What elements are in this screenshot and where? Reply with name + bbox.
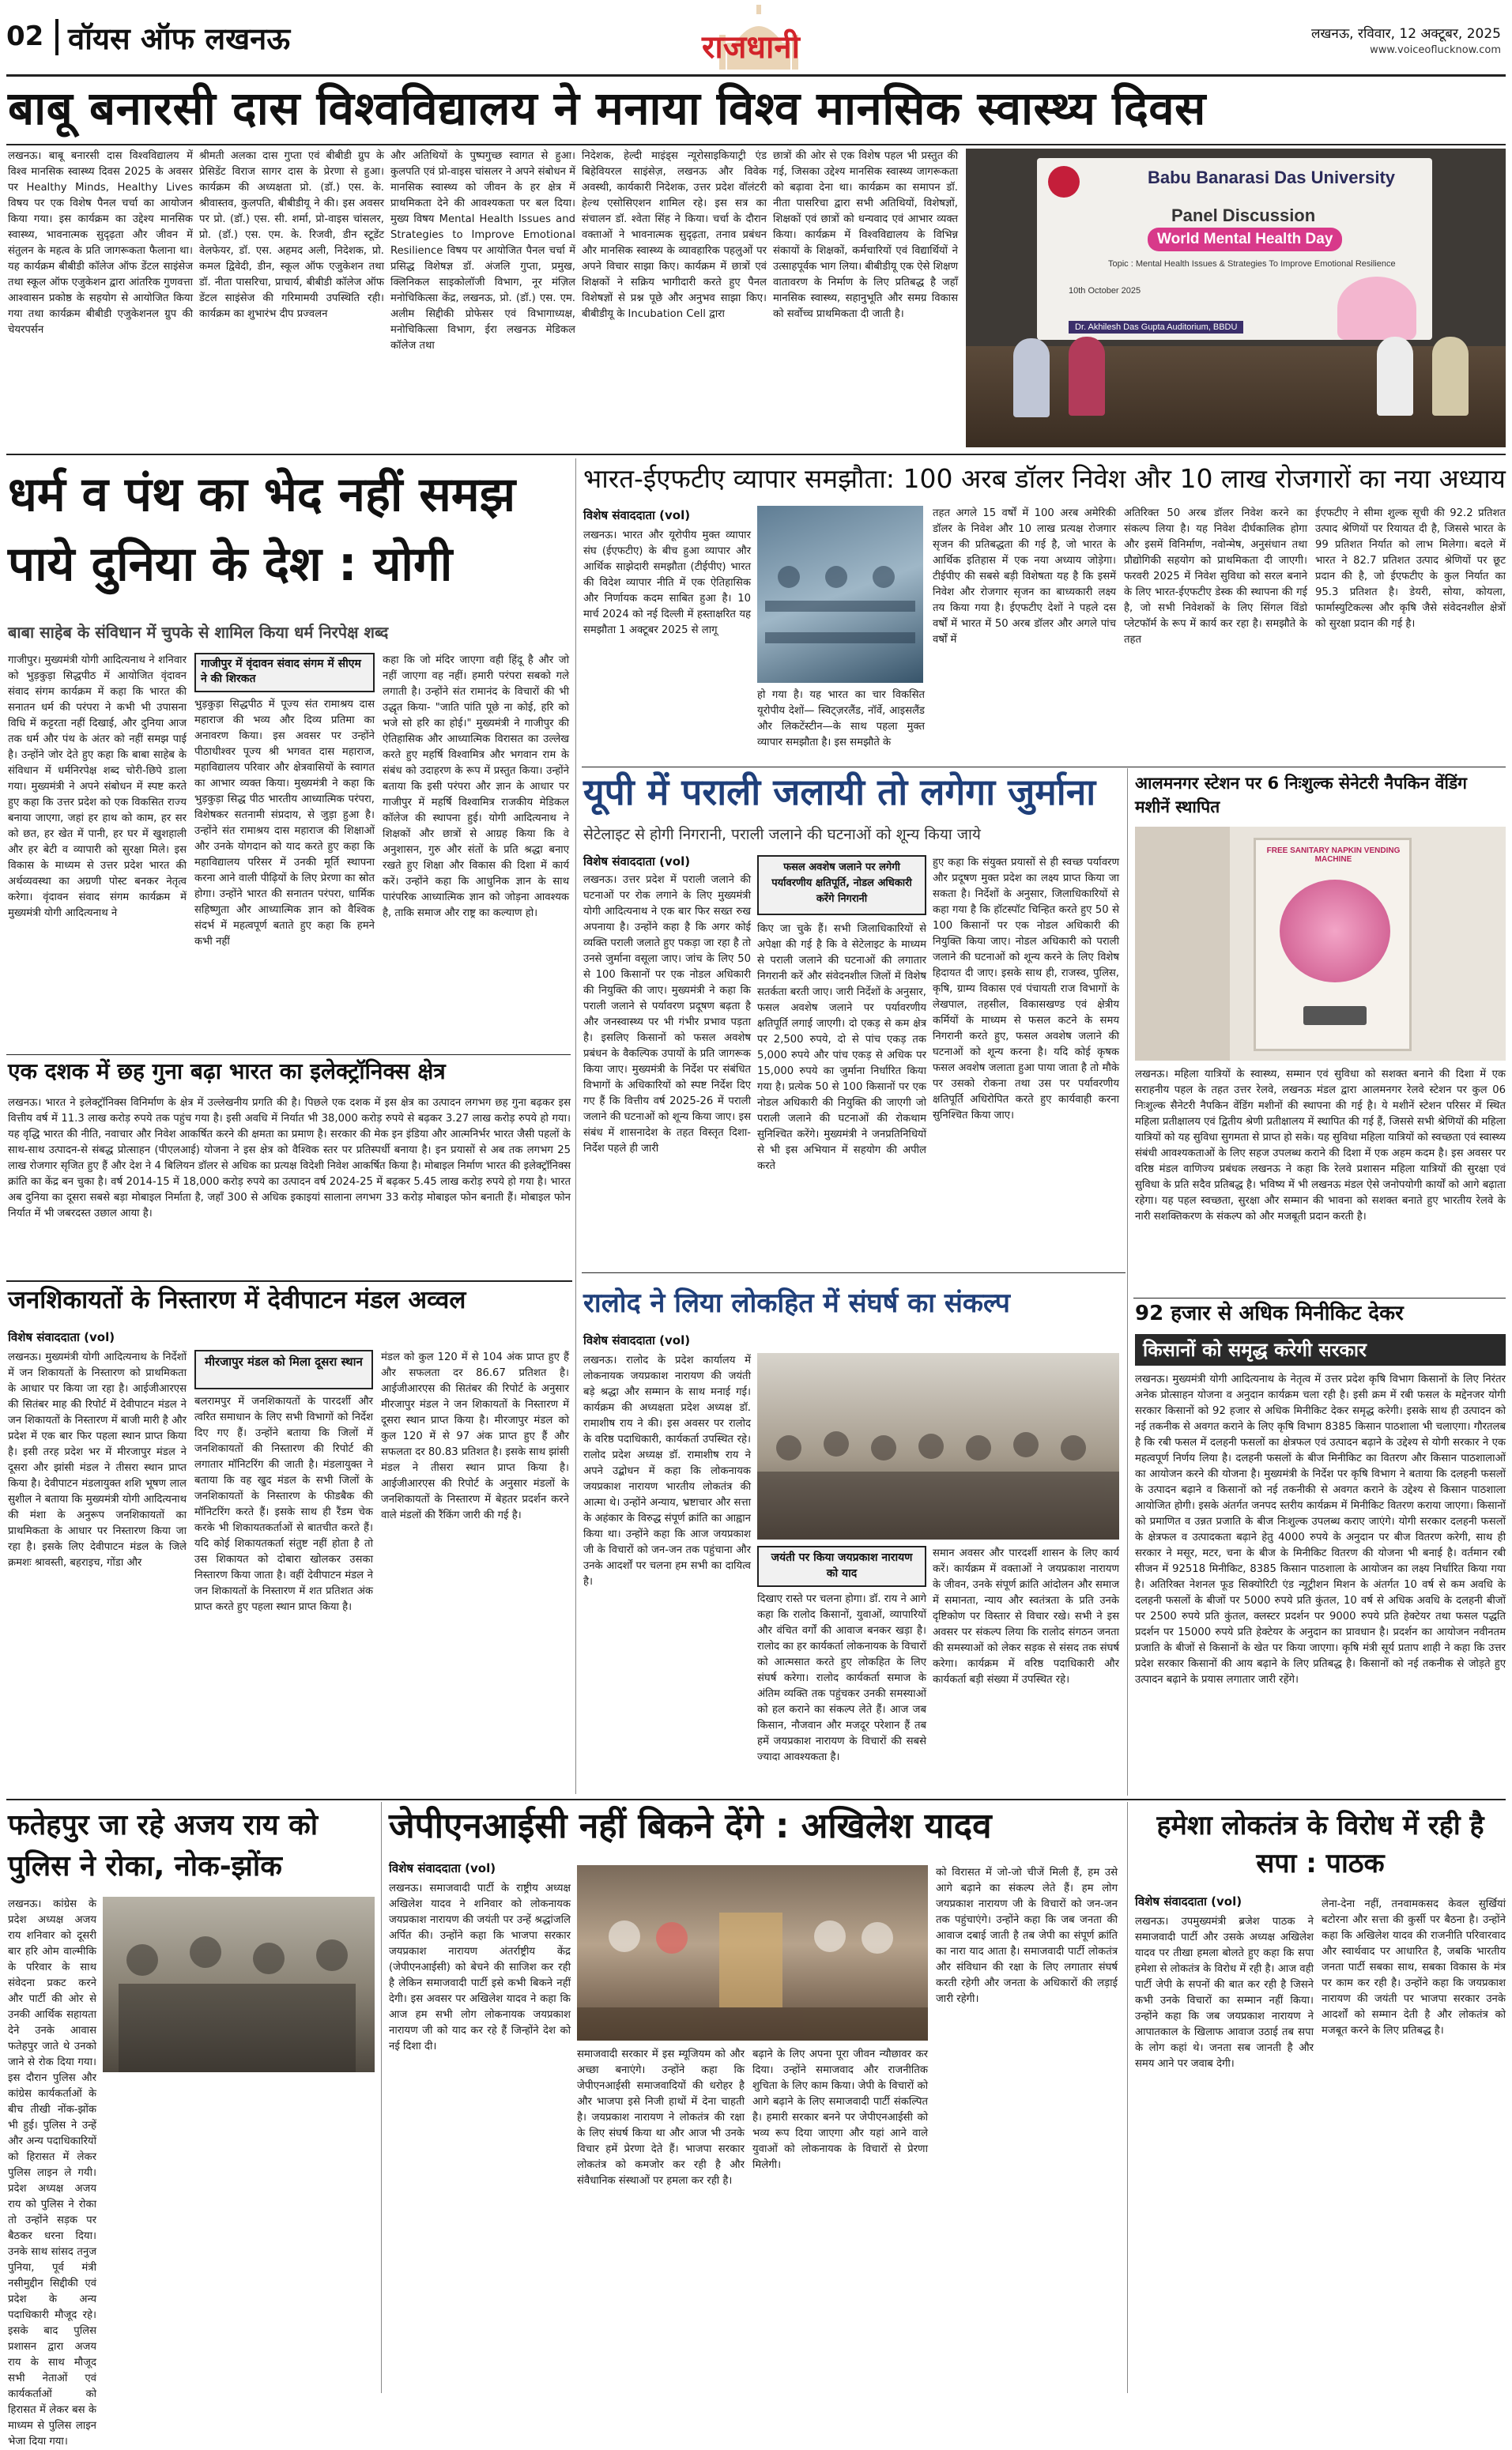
panelist-2	[1069, 337, 1105, 416]
lead-col-2: श्रीमती अलका दास गुप्ता एवं बीबीडी ग्रुप के प्रेसिडेंट विराज सागर दास के प्रेरणा से हुआ। कार्यक्रम की अध्यक्षता प्रो. (डॉ.) एस. के. श्रीवास्तव, कुलपति, बीबीडीयू ने की। इस अवसर पर प्रो. (डॉ.) एस. सी. शर्मा, प्रो-वाइस चांसलर, प्रो. (डॉ.) एस. एम. के. रिजवी, डीन स्टूडेंट वेलफेयर, डॉ. एस. अहमद अली, निदेशक, प्रो. कमल द्विवेदी, डीन, स्कूल ऑफ एजुकेशन तथा डॉ. नीता पासरिचा, प्राचार्य, बीबीडी कॉलेज ऑफ डेंटल साइंसेज की गरिमामयी उपस्थिति रही। कार्यक्रम का शुभारंभ दीप प्रज्वलन	[199, 150, 384, 320]
ralod-col-2: दिखाए रास्ते पर चलना होगा। डॉ. राय ने आगे कहा कि रालोद किसानों, युवाओं, व्यापारियों और वंचित वर्गों की आवाज बनकर खड़ा है। रालोद का हर कार्यकर्ता लोकनायक के विचारों को आत्मसात करते हुए लोकहित के लिए संघर्ष करेगा। रालोद कार्यकर्ता समाज के अंतिम व्यक्ति तक पहुंचकर उनकी समस्याओं को हल कराने का संकल्प लेते हैं। आज जब किसान, नौजवान और मजदूर परेशान हैं तब हमें जयप्रकाश नारायण के विचारों की सबसे ज्यादा आवश्यकता है।	[757, 1593, 926, 1763]
akhilesh-col-2: समाजवादी सरकार में इस म्यूजियम को और अच्छा बनाएंगे। उन्होंने कहा कि जेपीएनआईसी समाजवादियों की धरोहर है और भाजपा इसे निजी हाथों में देना चाहती है। जयप्रकाश नारायण ने लोकतंत्र की रक्षा के लिए संघर्ष किया था और आज भी उनके विचार हमें प्रेरणा देते हैं। भाजपा सरकार लोकतंत्र को कमजोर कर रही है और संवैधानिक संस्थाओं पर हमला कर रही है।	[577, 2049, 745, 2187]
masthead-rule	[6, 74, 1506, 77]
yogi-col-2: भुड़कुड़ा सिद्धपीठ में पूज्य संत रामाश्रय दास महाराज की भव्य और दिव्य प्रतिमा का अनावरण किया। इस अवसर पर उन्होंने पीठाधीश्वर पूज्य श्री भगवत दास महाराज, महाविद्यालय परिवार और क्षेत्रवासियों के स्वागत का आभार व्यक्त किया। मुख्यमंत्री ने कहा कि भुड़कुड़ा सिद्ध पीठ भारतीय आध्यात्मिक परंपरा, विशेषकर सतनामी संप्रदाय, से जुड़ा हुआ है। उन्होंने संत रामाश्रय दास महाराज की शिक्षाओं और उनके योगदान को याद करते हुए कहा कि महाविद्यालय परिसर में उनकी मूर्ति स्थापना करना आने वाली पीढ़ियों के लिए प्रेरणा का स्रोत होगा। उन्होंने भारत की सनातन परंपरा, धार्मिक सहिष्णुता और आध्यात्मिक ज्ञान को वैश्विक संदर्भ में महत्वपूर्ण बताते हुए कहा कि हमने कभी नहीं	[194, 699, 375, 948]
akhilesh-byline: विशेष संवाददाता (vol)	[389, 1861, 496, 1875]
grievance-col-3: मंडल को कुल 120 में से 104 अंक प्राप्त हुए हैं और सफलता दर 86.67 प्रतिशत है। आईजीआरएस की सितंबर की रिपोर्ट के अनुसार मीरजापुर मंडल ने जन शिकायतों के निस्तारण में दूसरा स्थान प्राप्त किया है। मीरजापुर मंडल को कुल 120 में से 97 अंक प्राप्त हुए हैं और सफलता दर 80.83 प्रतिशत है। इसके साथ झांसी मंडल ने तीसरा स्थान प्राप्त किया है। आईजीआरएस की रिपोर्ट के अनुसार मंडलों के जनशिकायतों के निस्तारण में बेहतर प्रदर्शन करने वाले मंडलों की रैंकिंग जारी की गई है।	[381, 1351, 569, 1521]
backdrop-university: Babu Banarasi Das University	[1148, 168, 1396, 187]
column-divider-4	[1127, 1802, 1128, 2393]
section-rule-5	[6, 1799, 1506, 1800]
column-divider-2	[1127, 768, 1128, 1796]
ralod-box-title: जयंती पर किया जयप्रकाश नारायण को याद	[771, 1551, 913, 1580]
lead-headline: बाबू बनारसी दास विश्वविद्यालय ने मनाया विश्व मानसिक स्वास्थ्य दिवस	[8, 81, 1206, 135]
panelist-1	[1013, 338, 1050, 417]
trade-col-3: तहत अगले 15 वर्षों में 100 अरब अमेरिकी डॉलर के निवेश और 10 लाख प्रत्यक्ष रोजगार सृजन की प्रतिबद्धता की गई है, जो भारत के आर्थिक इतिहास में एक नया अध्याय जोड़ेगा। टीईपीए की सबसे बड़ी विशेषता यह है कि इसमें निवेश और रोजगार सृजन का बाध्यकारी लक्ष्य तय किया गया है। ईएफटीए देशों ने पहले दस वर्षों में भारत में 50 अरब डॉलर और अगले पांच वर्षों में	[933, 507, 1116, 646]
grievance-col-1: लखनऊ। मुख्यमंत्री योगी आदित्यनाथ के निर्देशों में जन शिकायतों के निस्तारण को प्राथमिकता के आधार पर किया जा रहा है। आईजीआरएस की सितंबर माह की रिपोर्ट में देवीपाटन मंडल ने जन शिकायतों के निस्तारण में बाजी मारी है और प्रदेश में एक बार फिर पहला स्थान प्राप्त किया है। इसी तरह प्रदेश भर में मीरजापुर मंडल ने दूसरा और झांसी मंडल ने तीसरा स्थान प्राप्त किया है। देवीपाटन मंडलायुक्त शशि भूषण लाल सुशील ने बताया कि मुख्यमंत्री योगी आदित्यनाथ की मंशा के अनुरूप जनशिकायतों का प्राथमिकता के आधार पर निस्तारण किया जा रहा है। इसके लिए देवीपाटन मंडल के जिले क्रमशः श्रावस्ती, बहराइच, गोंडा और	[8, 1351, 187, 1569]
farmers-headline-2: किसानों को समृद्ध करेगी सरकार	[1135, 1334, 1506, 1366]
ralod-box	[757, 1546, 926, 1587]
ajay-body: लखनऊ। कांग्रेस के प्रदेश अध्यक्ष अजय राय शनिवार को दूसरी बार हरि ओम वाल्मीकि के परिवार के साथ संवेदना प्रकट करने और पार्टी की ओर से उनकी आर्थिक सहायता देने उनके आवास फतेहपुर जाते थे उनको जाने से रोक दिया गया। इस दौरान पुलिस और कांग्रेस कार्यकर्ताओं के बीच तीखी नोंक-झोंक भी हुई। पुलिस ने उन्हें और अन्य पदाधिकारियों को हिरासत में लेकर पुलिस लाइन ले गयी। प्रदेश अध्यक्ष अजय राय को पुलिस ने रोका तो उन्होंने सड़क पर बैठकर धरना दिया। उनके साथ सांसद तनुज पुनिया, पूर्व मंत्री नसीमुद्दीन सिद्दीकी एवं प्रदेश के अन्य पदाधिकारी मौजूद रहे। इसके बाद पुलिस प्रशासन द्वारा अजय राय के साथ मौजूद सभी नेताओं एवं कार्यकर्ताओं को हिरासत में लेकर बस के माध्यम से पुलिस लाइन भेजा दिया गया।	[8, 1898, 96, 2448]
grievance-headline: जनशिकायतों के निस्तारण में देवीपाटन मंडल अव्वल	[8, 1286, 466, 1314]
masthead-logo	[680, 3, 838, 73]
masthead-divider	[55, 19, 58, 55]
yogi-col-3: कहा कि जो मंदिर जाएगा वही हिंदू है और जो नहीं जाएगा वह नहीं। हमारी परंपरा सबको गले लगाती है। उन्होंने संत रामानंद के विचारों की भी उद्धृत किया- "जाति पांति पूछे ना कोई, हरि को भजे सो हरि का होई।" मुख्यमंत्री ने गाजीपुर की ऐतिहासिक और आध्यात्मिक विरासत का उल्लेख करते हुए महर्षि विश्वामित्र और भगवान राम के संबंध को उदाहरण के रूप में प्रस्तुत किया। उन्होंने बताया कि इसी परंपरा और ज्ञान के आधार पर गाजीपुर में महर्षि विश्वामित्र राजकीय मेडिकल कॉलेज की स्थापना हुई। योगी आदित्यनाथ ने शिक्षकों और छात्रों से आग्रह किया कि वे अनुशासन, गुरु और संतों के प्रति श्रद्धा बनाए रखते हुए शिक्षा और विकास की दिशा में कार्य करें। उन्होंने कहा कि आधुनिक ज्ञान के साथ पारंपरिक आध्यात्मिक ज्ञान को जोड़ना आवश्यक है, ताकि समाज और राष्ट्र का कल्याण हो।	[383, 654, 569, 919]
stubble-subhead: सेटेलाइट से होगी निगरानी, पराली जलाने की घटनाओं को शून्य किया जाये	[583, 826, 981, 843]
yogi-col-1: गाजीपुर। मुख्यमंत्री योगी आदित्यनाथ ने शनिवार को भुड़कुड़ा सिद्धपीठ में आयोजित वृंदावन संवाद संगम कार्यक्रम में कहा कि भारत की सनातन धर्म की परंपरा ने कभी भी उपासना विधि में कट्टरता नहीं दिखाई, और दुनिया आज तक धर्म और पंथ के अंतर को नहीं समझ पाई है। उन्होंने जोर देते हुए कहा कि बाबा साहेब के संविधान में धर्मनिरपेक्ष शब्द चोरी-छिपे डाला गया। मुख्यमंत्री ने अपने संबोधन में स्पष्ट करते हुए कहा कि उत्तर प्रदेश को एक विकसित राज्य बनाया जाएगा, जहां हर हाथ को काम, हर सर को छत, हर खेत में पानी, हर घर में खुशहाली और हर बेटी व व्यापारी को सुरक्षा मिले। इस विकास के माध्यम से उत्तर प्रदेश भारत की अर्थव्यवस्था का अग्रणी पोस्ट बनकर नेतृत्व करेगा। वृंदावन संवाद संगम कार्यक्रम में मुख्यमंत्री योगी आदित्यनाथ ने	[8, 654, 187, 919]
sanitary-headline: आलमनगर स्टेशन पर 6 निःशुल्क सेनेटरी नैपकिन वेंडिंग मशीनें स्थापित	[1135, 774, 1467, 816]
backdrop-venue: Dr. Akhilesh Das Gupta Auditorium, BBDU	[1069, 321, 1243, 334]
masthead	[0, 0, 1512, 77]
grievance-box	[194, 1350, 373, 1389]
stubble-box-title: फसल अवशेष जलाने पर लगेगी पर्यावरणीय क्षतिपूर्ति, नोडल अधिकारी करेंगे निगरानी	[771, 861, 912, 905]
factory-illustration	[757, 506, 923, 683]
yogi-box-title: गाजीपुर में वृंदावन संवाद संगम में सीएम ने की शिरकत	[201, 658, 361, 685]
page-number: 02	[6, 21, 44, 52]
pathak-col-1: लखनऊ। उपमुख्यमंत्री ब्रजेश पाठक ने समाजवादी पार्टी और उसके अध्यक्ष अखिलेश यादव पर तीखा हमला बोलते हुए कहा कि सपा हमेशा से लोकतंत्र के विरोध में रही है। आज वही पार्टी जेपी के सपनों की बात कर रही है जिसने कभी उनके विचारों का सम्मान नहीं किया। उन्होंने कहा कि जब जयप्रकाश नारायण ने आपातकाल के खिलाफ आवाज उठाई तब सपा के लोग कहां थे। जनता सब जानती है और समय आने पर जवाब देगी।	[1135, 1916, 1314, 2070]
ajay-headline: फतेहपुर जा रहे अजय राय को पुलिस ने रोका, नोक-झोंक	[8, 1809, 319, 1883]
website: www.voiceoflucknow.com	[1370, 44, 1501, 56]
tribute-event-illustration	[577, 1865, 928, 2041]
ralod-col-3: समान अवसर और पारदर्शी शासन के लिए कार्य करें। कार्यक्रम में वक्ताओं ने जयप्रकाश नारायण के जीवन, उनके संपूर्ण क्रांति आंदोलन और समाज में समानता, न्याय और स्वतंत्रता के प्रति उनके दृष्टिकोण पर विस्तार से विचार रखे। सभी ने इस अवसर पर संकल्प लिया कि रालोद संगठन जनता की समस्याओं को लेकर सड़क से संसद तक संघर्ष करेगा। कार्यक्रम में वरिष्ठ पदाधिकारी और कार्यकर्ता बड़ी संख्या में उपस्थित रहे।	[933, 1547, 1119, 1686]
wall-panel	[1135, 827, 1230, 1061]
electronics-rule	[6, 1054, 571, 1055]
yogi-headline: धर्म व पंथ का भेद नहीं समझ पाये दुनिया के देश : योगी	[8, 467, 516, 592]
column-divider-3	[381, 1802, 382, 2393]
lead-col-3: और अतिथियों के पुष्पगुच्छ स्वागत से हुआ। कुलपति एवं प्रो-वाइस चांसलर ने अपने संबोधन में मानसिक स्वास्थ्य को जीवन के हर क्षेत्र में प्राथमिकता देने की आवश्यकता पर बल दिया। मुख्य विषय Mental Health Issues and Strategies to Improve Emotional Resilience विषय पर आयोजित पैनल चर्चा में प्रसिद्ध विशेषज्ञ डॉ. अंजलि गुप्ता, प्रमुख, क्लिनिकल साइकोलॉजी विभाग, नूर मंज़िल मनोचिकित्सा केंद्र, लखनऊ, प्रो. (डॉ.) एस. एम. अलीम सिद्दीकी प्रोफेसर एवं विभागाध्यक्ष, मनोचिकित्सा विभाग, ईरा लखनऊ मेडिकल कॉलेज तथा	[390, 150, 575, 352]
stubble-col-3: हुए कहा कि संयुक्त प्रयासों से ही स्वच्छ पर्यावरण और प्रदूषण मुक्त प्रदेश का लक्ष्य प्राप्त किया जा सकता है। निर्देशों के अनुसार, जिलाधिकारियों से कहा गया है कि हॉटस्पॉट चिन्हित करते हुए 50 से 100 किसानों पर एक नोडल अधिकारी की नियुक्ति किया जाए। नोडल अधिकारी को पराली जलाने की घटनाओं को शून्य करने के लिए विशेष हिदायत दी जाए। इसके साथ ही, राजस्व, पुलिस, कृषि, ग्राम्य विकास एवं पंचायती राज विभागों के लेखपाल, तहसील, विकासखण्ड एवं क्षेत्रीय कर्मियों के माध्यम से फसल कटने के समय निगरानी करते हुए, फसल अवशेष जलाने की घटनाओं को शून्य करना है। यदि कोई कृषक फसल अवशेष जलाता हुआ पाया जाता है तो मौके पर उसको रोकना तथा उस पर पर्यावरणीय क्षतिपूर्ति अधिरोपित करते हुए कार्यवाही करना सुनिश्चित किया जाए।	[933, 857, 1119, 1121]
column-divider-1	[575, 458, 576, 1794]
backdrop-date: 10th October 2025	[1069, 286, 1141, 296]
ajay-photo	[103, 1897, 375, 2072]
farmers-body: लखनऊ। मुख्यमंत्री योगी आदित्यनाथ के नेतृत्व में उत्तर प्रदेश कृषि विभाग किसानों के लिए निरंतर अनेक प्रोत्साहन योजना व अनुदान कार्यक्रम चला रही है। इसी क्रम में रबी फसल के मद्देनजर योगी सरकार किसानों को 92 हजार से अधिक मिनीकिट देकर समृद्ध करेगी। इसके साथ ही उत्पादन को नई तकनीक से अवगत कराने के लिए कृषि विभाग 8385 किसान पाठशाला भी चलाएगा। गौरतलब है कि रबी फसल में दलहनी फसलों का क्षेत्रफल एवं उत्पादन बढ़ाने के उद्देश्य से योगी सरकार ने एक महत्वपूर्ण निर्णय लिया है। दलहनी फसलों के बीज मिनीकिट का वितरण और किसान पाठशालाओं का आयोजन करने की योजना है। मुख्यमंत्री के निर्देश पर कृषि विभाग ने बताया कि दलहनी फसलों के उत्पादन बढ़ाने व किसानों को नई तकनीकी से अवगत कराने के उद्देश्य से किसान पाठशाला आयोजित होगी। इसके अंतर्गत जनपद स्तरीय कार्यक्रम में मिनीकिट वितरण कराया जाएगा। किसानों को प्रमाणित व उन्नत प्रजाति के बीज निःशुल्क उपलब्ध कराए जाएंगे। योगी सरकार दलहनी फसलों के क्षेत्रफल व उत्पादकता बढ़ाने हेतु 4000 रुपये के अनुदान पर बीज वितरण करेगी, साथ ही सरकार ने मसूर, मटर, चना के बीज के मिनीकिट वितरण की योजना भी बनाई है। वर्तमान रबी सीजन में 92518 मिनीकिट, 8385 किसान पाठशाला के आयोजन का लक्ष्य निर्धारित किया गया है। अतिरिक्त नेशनल फूड सिक्योरिटी एंड न्यूट्रीशन मिशन के अंतर्गत 10 वर्ष से कम अवधि के दलहनी फसलों के बीजों पर 5000 रुपये प्रति कुंतल, 10 वर्ष से अधिक अवधि के दलहनी बीजों पर 2500 रुपये प्रति कुंतल, क्लस्टर प्रदर्शन पर 9000 रुपये प्रति हेक्टेयर तथा फसल पद्धति प्रदर्शन पर 15000 रुपये प्रति हेक्टेयर के अनुदान का प्रावधान है। प्रदर्शन का आयोजन नवीनतम प्रजाति के बीजों से किसानों के खेत पर किया जाएगा। कृषि मंत्री सूर्य प्रताप शाही ने कहा कि उत्तर प्रदेश सरकार किसानों की आय बढ़ाने के लिए प्रतिबद्ध है। किसानों को नई तकनीक से जोड़ते हुए उत्पादन बढ़ाने के प्रयास लगातार जारी रहेंगे।	[1135, 1374, 1506, 1686]
vending-slot	[1303, 1006, 1367, 1025]
section-rule-3	[6, 1280, 572, 1282]
dateline: लखनऊ, रविवार, 12 अक्टूबर, 2025	[1310, 26, 1501, 42]
backdrop-title: World Mental Health Day	[1148, 228, 1342, 251]
section-rule-1	[6, 454, 1506, 455]
pathak-byline: विशेष संवाददाता (vol)	[1135, 1894, 1242, 1909]
trade-headline: भारत-ईएफटीए व्यापार समझौता: 100 अरब डॉलर निवेश और 10 लाख रोजगारों का नया अध्याय	[583, 463, 1506, 494]
yogi-box	[194, 653, 375, 692]
ralod-byline: विशेष संवाददाता (vol)	[583, 1333, 691, 1348]
logo-text: राजधानी	[702, 28, 800, 66]
trade-col-5: ईएफटीए ने सीमा शुल्क सूची की 92.2 प्रतिशत उत्पाद श्रेणियों पर रियायत दी है, जिससे भारत के 99 प्रतिशत निर्यात को लाभ मिलेगा। बदले में भारत ने 82.7 प्रतिशत उत्पाद श्रेणियों पर छूट प्रदान की है, जो ईएफटीए के कुल निर्यात का 95.3 प्रतिशत है। डेयरी, सोया, कोयला, फार्मास्युटिकल्स और कृषि जैसे संवेदनशील क्षेत्रों को सुरक्षा प्रदान की गई है।	[1315, 507, 1506, 630]
stubble-byline: विशेष संवाददाता (vol)	[583, 854, 691, 869]
vending-artwork	[1280, 880, 1390, 982]
ralod-col-1: लखनऊ। रालोद के प्रदेश कार्यालय में लोकनायक जयप्रकाश नारायण की जयंती बड़े श्रद्धा और सम्मान के साथ मनाई गई। कार्यक्रम की अध्यक्षता प्रदेश अध्यक्ष डॉ. रामाशीष राय ने की। इस अवसर पर रालोद के वरिष्ठ पदाधिकारी, कार्यकर्ता उपस्थित रहे। रालोद प्रदेश अध्यक्ष डॉ. रामाशीष राय ने अपने उद्बोधन में कहा कि लोकनायक जयप्रकाश नारायण भारतीय लोकतंत्र की आत्मा थे। उन्होंने अन्याय, भ्रष्टाचार और सत्ता के अहंकार के विरुद्ध संपूर्ण क्रांति का आह्वान किया था। उन्होंने कहा कि आज जयप्रकाश जी के विचारों को जन-जन तक पहुंचाना और उनके आदर्शों पर चलना हम सभी का दायित्व है।	[583, 1355, 751, 1588]
trade-col-4: अतिरिक्त 50 अरब डॉलर निवेश करने का संकल्प लिया है। यह निवेश दीर्घकालिक होगा और इसमें विनिर्माण, नवोन्मेष, अनुसंधान तथा प्रौद्योगिकी सहयोग को प्राथमिकता दी जाएगी। फरवरी 2025 में निवेश सुविधा को सरल बनाने के लिए भारत-ईएफटीए डेस्क की स्थापना की गई है, जो सभी निवेशकों के लिए सिंगल विंडो प्लेटफॉर्म के रूप में कार्य कर रहा है। समझौते के तहत	[1124, 507, 1307, 646]
trade-byline: विशेष संवाददाता (vol)	[583, 508, 691, 522]
bbd-logo-icon	[1048, 166, 1080, 198]
yogi-subhead: बाबा साहेब के संविधान में चुपके से शामिल किया धर्म निरपेक्ष शब्द	[8, 623, 389, 642]
event-backdrop	[1037, 158, 1432, 340]
electronics-headline: एक दशक में छह गुना बढ़ा भारत का इलेक्ट्रॉनिक्स क्षेत्र	[8, 1058, 446, 1084]
stubble-col-2: किए जा चुके हैं। सभी जिलाधिकारियों से अपेक्षा की गई है कि वे सेटेलाइट के माध्यम से पराली जलाने की घटनाओं की लगातार निगरानी करें और संवेदनशील जिलों में विशेष सतर्कता बरती जाए। जारी निर्देशों के अनुसार, फसल अवशेष जलाने पर पर्यावरणीय क्षतिपूर्ति लगाई जाएगी। दो एकड़ से कम क्षेत्र पर 2,500 रुपये, दो से पांच एकड़ तक 5,000 रुपये और पांच एकड़ से अधिक पर 15,000 रुपये का जुर्माना निर्धारित किया गया है। प्रत्येक 50 से 100 किसानों पर एक नोडल अधिकारी की नियुक्ति की जाएगी जो पराली जलाने की घटनाओं की रोकथाम सुनिश्चित करेंगे। मुख्यमंत्री ने जनप्रतिनिधियों से भी इस अभियान में सहयोग की अपील करते	[757, 923, 926, 1172]
stubble-box	[757, 855, 926, 915]
panelist-4	[1432, 337, 1469, 416]
section-title: वॉयस ऑफ लखनऊ	[68, 21, 291, 56]
lead-photo	[966, 149, 1506, 447]
backdrop-topic: Topic : Mental Health Issues & Strategies To Improve Emotional Resilience	[1108, 259, 1396, 269]
lead-col-1: लखनऊ। बाबू बनारसी दास विश्वविद्यालय में विश्व मानसिक स्वास्थ्य दिवस 2025 के अवसर पर Healthy Minds, Healthy Lives विषय पर एक विशेष पैनल चर्चा का आयोजन किया गया। इस कार्यक्रम का उद्देश्य मानसिक स्वास्थ्य, भावनात्मक सुदृढ़ता और जीवन में संतुलन के महत्व के प्रति जागरूकता फैलाना था। यह कार्यक्रम बीबीडी कॉलेज ऑफ डेंटल साइंसेज तथा स्कूल ऑफ एजुकेशन द्वारा आंतरिक गुणवत्ता आश्वासन प्रकोष्ठ के सहयोग से आयोजित किया गया तथा कार्यक्रम बीबीडी एजुकेशनल ग्रुप की चेयरपर्सन	[8, 150, 193, 336]
pathak-headline: हमेशा लोकतंत्र के विरोध में रही है सपा : पाठक	[1156, 1810, 1484, 1879]
akhilesh-col-3: बढ़ाने के लिए अपना पूरा जीवन न्यौछावर कर दिया। उन्होंने समाजवाद और राजनीतिक शुचिता के लिए काम किया। जेपी के विचारों को आगे बढ़ाने के लिए समाजवादी पार्टी संकल्पित है। हमारी सरकार बनने पर जेपीएनआईसी को भव्य रूप दिया जाएगा और यहां आने वाले युवाओं को लोकनायक के विचारों से प्रेरणा मिलेगी।	[752, 2049, 928, 2171]
ralod-photo	[757, 1353, 1119, 1540]
vending-machine	[1254, 838, 1412, 1051]
lead-rule	[6, 144, 1506, 145]
akhilesh-col-1: लखनऊ। समाजवादी पार्टी के राष्ट्रीय अध्यक्ष अखिलेश यादव ने शनिवार को लोकनायक जयप्रकाश नारायण की जयंती पर उन्हें श्रद्धांजलि अर्पित की। उन्होंने कहा कि भाजपा सरकार जयप्रकाश नारायण अंतर्राष्ट्रीय केंद्र (जेपीएनआईसी) को बेचने की साजिश कर रही है लेकिन समाजवादी पार्टी इसे कभी बिकने नहीं देगी। इस अवसर पर अखिलेश यादव ने कहा कि आज हम सभी लोग लोकनायक जयप्रकाश नारायण जी को याद कर रहे हैं जिन्होंने देश को नई दिशा दी।	[389, 1883, 571, 2052]
meeting-crowd-illustration	[757, 1353, 1119, 1540]
section-rule-4	[582, 1272, 1126, 1273]
vending-photo	[1135, 827, 1506, 1061]
mind-illustration-icon	[1337, 277, 1416, 340]
vending-label: FREE SANITARY NAPKIN VENDING MACHINE	[1266, 846, 1401, 864]
ralod-headline: रालोद ने लिया लोकहित में संघर्ष का संकल्प	[583, 1287, 1010, 1319]
farmers-headline-1: 92 हजार से अधिक मिनीकिट देकर	[1135, 1302, 1404, 1325]
akhilesh-headline: जेपीएनआईसी नहीं बिकने देंगे : अखिलेश यादव	[389, 1806, 992, 1846]
factory-photo	[757, 506, 923, 683]
lead-col-4: निदेशक, हेल्दी माइंड्स न्यूरोसाइकियाट्री एंड बिहेवियरल साइंसेज़, लखनऊ और विवेक अवस्थी, कार्यकारी निदेशक, उत्तर प्रदेश वॉलंटरी हेल्थ एसोसिएशन शामिल रहे। इस सत्र का संचालन डॉ. श्वेता सिंह ने किया। चर्चा के दौरान वक्ताओं ने भावनात्मक सुदृढ़ता, तनाव प्रबंधन और मानसिक स्वास्थ्य के व्यावहारिक पहलुओं पर अपने विचार साझा किए। कार्यक्रम में छात्रों एवं शिक्षकों ने सक्रिय भागीदारी करते हुए पैनल विशेषज्ञों से प्रश्न पूछे और अनुभव साझा किए। बीबीडीयू के Incubation Cell द्वारा	[582, 150, 767, 320]
akhilesh-col-4: को विरासत में जो-जो चीजें मिली हैं, हम उसे आगे बढ़ाने का संकल्प लेते हैं। हम लोग जयप्रकाश नारायण जी के विचारों को जन-जन तक पहुंचाएंगे। उन्होंने कहा कि जब जनता की आवाज दबाई जाती है तब जेपी का संपूर्ण क्रांति का नारा याद आता है। समाजवादी पार्टी लोकतंत्र और संविधान की रक्षा के लिए लगातार संघर्ष करती रहेगी और जनता के अधिकारों की लड़ाई जारी रहेगी।	[936, 1867, 1118, 2005]
grievance-col-2: बलरामपुर में जनशिकायतों के पारदर्शी और त्वरित समाधान के लिए सभी विभागों को निर्देश दिए गए हैं। उन्होंने बताया कि जिलों में जनशिकायतों की निस्तारण की रिपोर्ट की लगातार मॉनिटरिंग की जाती है। मंडलायुक्त ने बताया कि वह खुद मंडल के सभी जिलों के जनशिकायतों के निस्तारण के फीडबैक की मॉनिटरिंग करते हैं। इसके साथ ही रैंडम चेक करके भी शिकायतकर्ताओं से बातचीत करते हैं। यदि कोई शिकायतकर्ता संतुष्ट नहीं होता है तो उस शिकायत को दोबारा खोलकर उसका निस्तारण किया जाता है। वहीं देवीपाटन मंडल ने जन शिकायतों के निस्तारण में शत प्रतिशत अंक प्राप्त करते हुए पहला स्थान प्राप्त किया है।	[194, 1396, 373, 1613]
grievance-byline: विशेष संवाददाता (vol)	[8, 1330, 115, 1344]
police-crowd-illustration	[103, 1897, 375, 2072]
backdrop-event: Panel Discussion	[1171, 205, 1316, 225]
pathak-col-2: लेना-देना नहीं, तनवामकसद केवल सुर्खियां बटोरना और सत्ता की कुर्सी पर बैठना है। उन्होंने कहा कि अखिलेश यादव की राजनीति परिवारवाद और स्वार्थवाद पर आधारित है, जबकि भारतीय जनता पार्टी सबका साथ, सबका विकास के मंत्र पर काम कर रही है। उन्होंने कहा कि जयप्रकाश नारायण की जयंती पर भाजपा सरकार उनके आदर्शों को सम्मान देती है और लोकतंत्र को मजबूत करने के लिए प्रतिबद्ध है।	[1322, 1898, 1506, 2037]
stubble-headline: यूपी में पराली जलायी तो लगेगा जुर्माना	[583, 771, 1096, 813]
trade-col-2: हो गया है। यह भारत का चार विकसित यूरोपीय देशों— स्विट्ज़रलैंड, नॉर्वे, आइसलैंड और लिकटेंस्टीन—के साथ पहला मुक्त व्यापार समझौता है। इस समझौते के	[757, 689, 925, 748]
stubble-col-1: लखनऊ। उत्तर प्रदेश में पराली जलाने की घटनाओं पर रोक लगाने के लिए मुख्यमंत्री योगी आदित्यनाथ ने एक बार फिर सख्त रुख अपनाया है। उन्होंने कहा है कि अगर कोई व्यक्ति पराली जलाते हुए पकड़ा जा रहा है तो उनसे जुर्माना वसूला जाए। जांच के लिए 50 से 100 किसानों पर एक नोडल अधिकारी की नियुक्ति की जाए। मुख्यमंत्री ने कहा कि पराली जलाने से पर्यावरण प्रदूषण बढ़ता है और जनस्वास्थ्य पर भी गंभीर प्रभाव पड़ता है। इसलिए किसानों को फसल अवशेष प्रबंधन के वैकल्पिक उपायों के प्रति जागरूक किया जाए। मुख्यमंत्री के निर्देश पर संबंधित विभागों के अधिकारियों को स्पष्ट निर्देश दिए गए हैं कि वित्तीय वर्ष 2025-26 में पराली जलाने की घटनाओं को शून्य किया जाए। इस संबंध में शासनादेश के तहत विस्तृत दिशा-निर्देश पहले ही जारी	[583, 874, 751, 1155]
electronics-body: लखनऊ। भारत ने इलेक्ट्रॉनिक्स विनिर्माण के क्षेत्र में उल्लेखनीय प्रगति की है। पिछले एक दशक में इस क्षेत्र का उत्पादन लगभग छह गुना बढ़कर इस वित्तीय वर्ष में 11.3 लाख करोड़ रुपये तक पहुंच गया है। इसी अवधि में निर्यात भी 38,000 करोड़ रुपये से बढ़कर 3.27 लाख करोड़ रुपये हो गया। यह वृद्धि भारत की नीति, नवाचार और निवेश आकर्षित करने की क्षमता का प्रमाण है। सरकार की मेक इन इंडिया और आत्मनिर्भर भारत जैसी पहलों के साथ-साथ उत्पादन-से संबद्ध प्रोत्साहन (पीएलआई) योजना ने इस क्षेत्र को वैश्विक स्तर पर प्रतिस्पर्धी बनाया है। इन प्रयासों से अब तक लगभग 25 लाख रोजगार सृजित हुए हैं और देश ने 4 बिलियन डॉलर से अधिक का प्रत्यक्ष विदेशी निवेश आकर्षित किया है। मोबाइल निर्माण भारत की इलेक्ट्रॉनिक्स क्रांति का केंद्र बन चुका है। वर्ष 2014-15 में 18,000 करोड़ रुपये का उत्पादन वर्ष 2024-25 में बढ़कर 5.45 लाख करोड़ रुपये हो गया है। भारत अब दुनिया का दूसरा सबसे बड़ा मोबाइल निर्माता है, जहाँ 300 से अधिक इकाइयां सालाना लगभग 33 करोड़ मोबाइल फोन बनाती हैं। मोबाइल फोन निर्यात में भी जबरदस्त उछाल आया है।	[8, 1097, 571, 1219]
panelist-3	[1377, 337, 1413, 416]
grievance-box-title: मीरजापुर मंडल को मिला दूसरा स्थान	[205, 1355, 363, 1369]
trade-col-1: लखनऊ। भारत और यूरोपीय मुक्त व्यापार संघ (ईएफटीए) के बीच हुआ व्यापार और आर्थिक साझेदारी समझौता (टीईपीए) भारत की विदेश व्यापार नीति में एक ऐतिहासिक और निर्णायक कदम साबित हुआ है। 10 मार्च 2024 को नई दिल्ली में हस्ताक्षरित यह समझौता 1 अक्टूबर 2025 से लागू	[583, 530, 751, 636]
akhilesh-photo	[577, 1865, 928, 2041]
sanitary-body: लखनऊ। महिला यात्रियों के स्वास्थ्य, सम्मान एवं सुविधा को सशक्त बनाने की दिशा में एक सराहनीय पहल के तहत उत्तर रेलवे, लखनऊ मंडल द्वारा आलमनगर रेलवे स्टेशन पर कुल 06 निःशुल्क सैनेटरी नैपकिन वेंडिंग मशीनों की स्थापना की गई है। ये मशीनें स्टेशन परिसर में स्थित महिला प्रतीक्षालय एवं द्वितीय श्रेणी प्रतीक्षालय में स्थापित की गई हैं, जिससे सभी श्रेणियों की महिला यात्रियों को यह सुविधा सुगमता से प्राप्त हो सके। यह सुविधा महिला यात्रियों को स्वच्छता एवं स्वास्थ्य संबंधी आवश्यकताओं के लिए सहज उपलब्ध कराने की दिशा में एक अहम कदम है। इस अवसर पर वरिष्ठ मंडल वाणिज्य प्रबंधक लखनऊ ने कहा कि रेलवे प्रशासन महिला यात्रियों की सुरक्षा एवं सुविधा के प्रति सदैव प्रतिबद्ध है। भविष्य में भी लखनऊ मंडल ऐसे जनोपयोगी कार्यों को आगे बढ़ाता रहेगा। यह पहल स्वच्छता, सुरक्षा और सम्मान की भावना को सशक्त बनाते हुए भारतीय रेलवे के नारी सशक्तिकरण के संकल्प को और मजबूती प्रदान करती है।	[1135, 1069, 1506, 1223]
lead-col-5: छात्रों की ओर से एक विशेष पहल भी प्रस्तुत की गई, जिसका उद्देश्य मानसिक स्वास्थ्य जागरूकता को बढ़ावा देना था। कार्यक्रम का समापन डॉ. नीता पासरिचा द्वारा सभी अतिथियों, विशेषज्ञों, शिक्षकों एवं छात्रों को धन्यवाद एवं आभार व्यक्त किया। कार्यक्रम में विश्वविद्यालय के विभिन्न संकायों के शिक्षकों, कर्मचारियों एवं विद्यार्थियों ने उत्साहपूर्वक भाग लिया। बीबीडीयू एक ऐसे शिक्षण वातावरण के निर्माण के लिए प्रतिबद्ध है जहाँ मानसिक स्वास्थ्य, सहानुभूति और समग्र विकास को सर्वोच्च प्राथमिकता दी जाती है।	[773, 150, 958, 320]
